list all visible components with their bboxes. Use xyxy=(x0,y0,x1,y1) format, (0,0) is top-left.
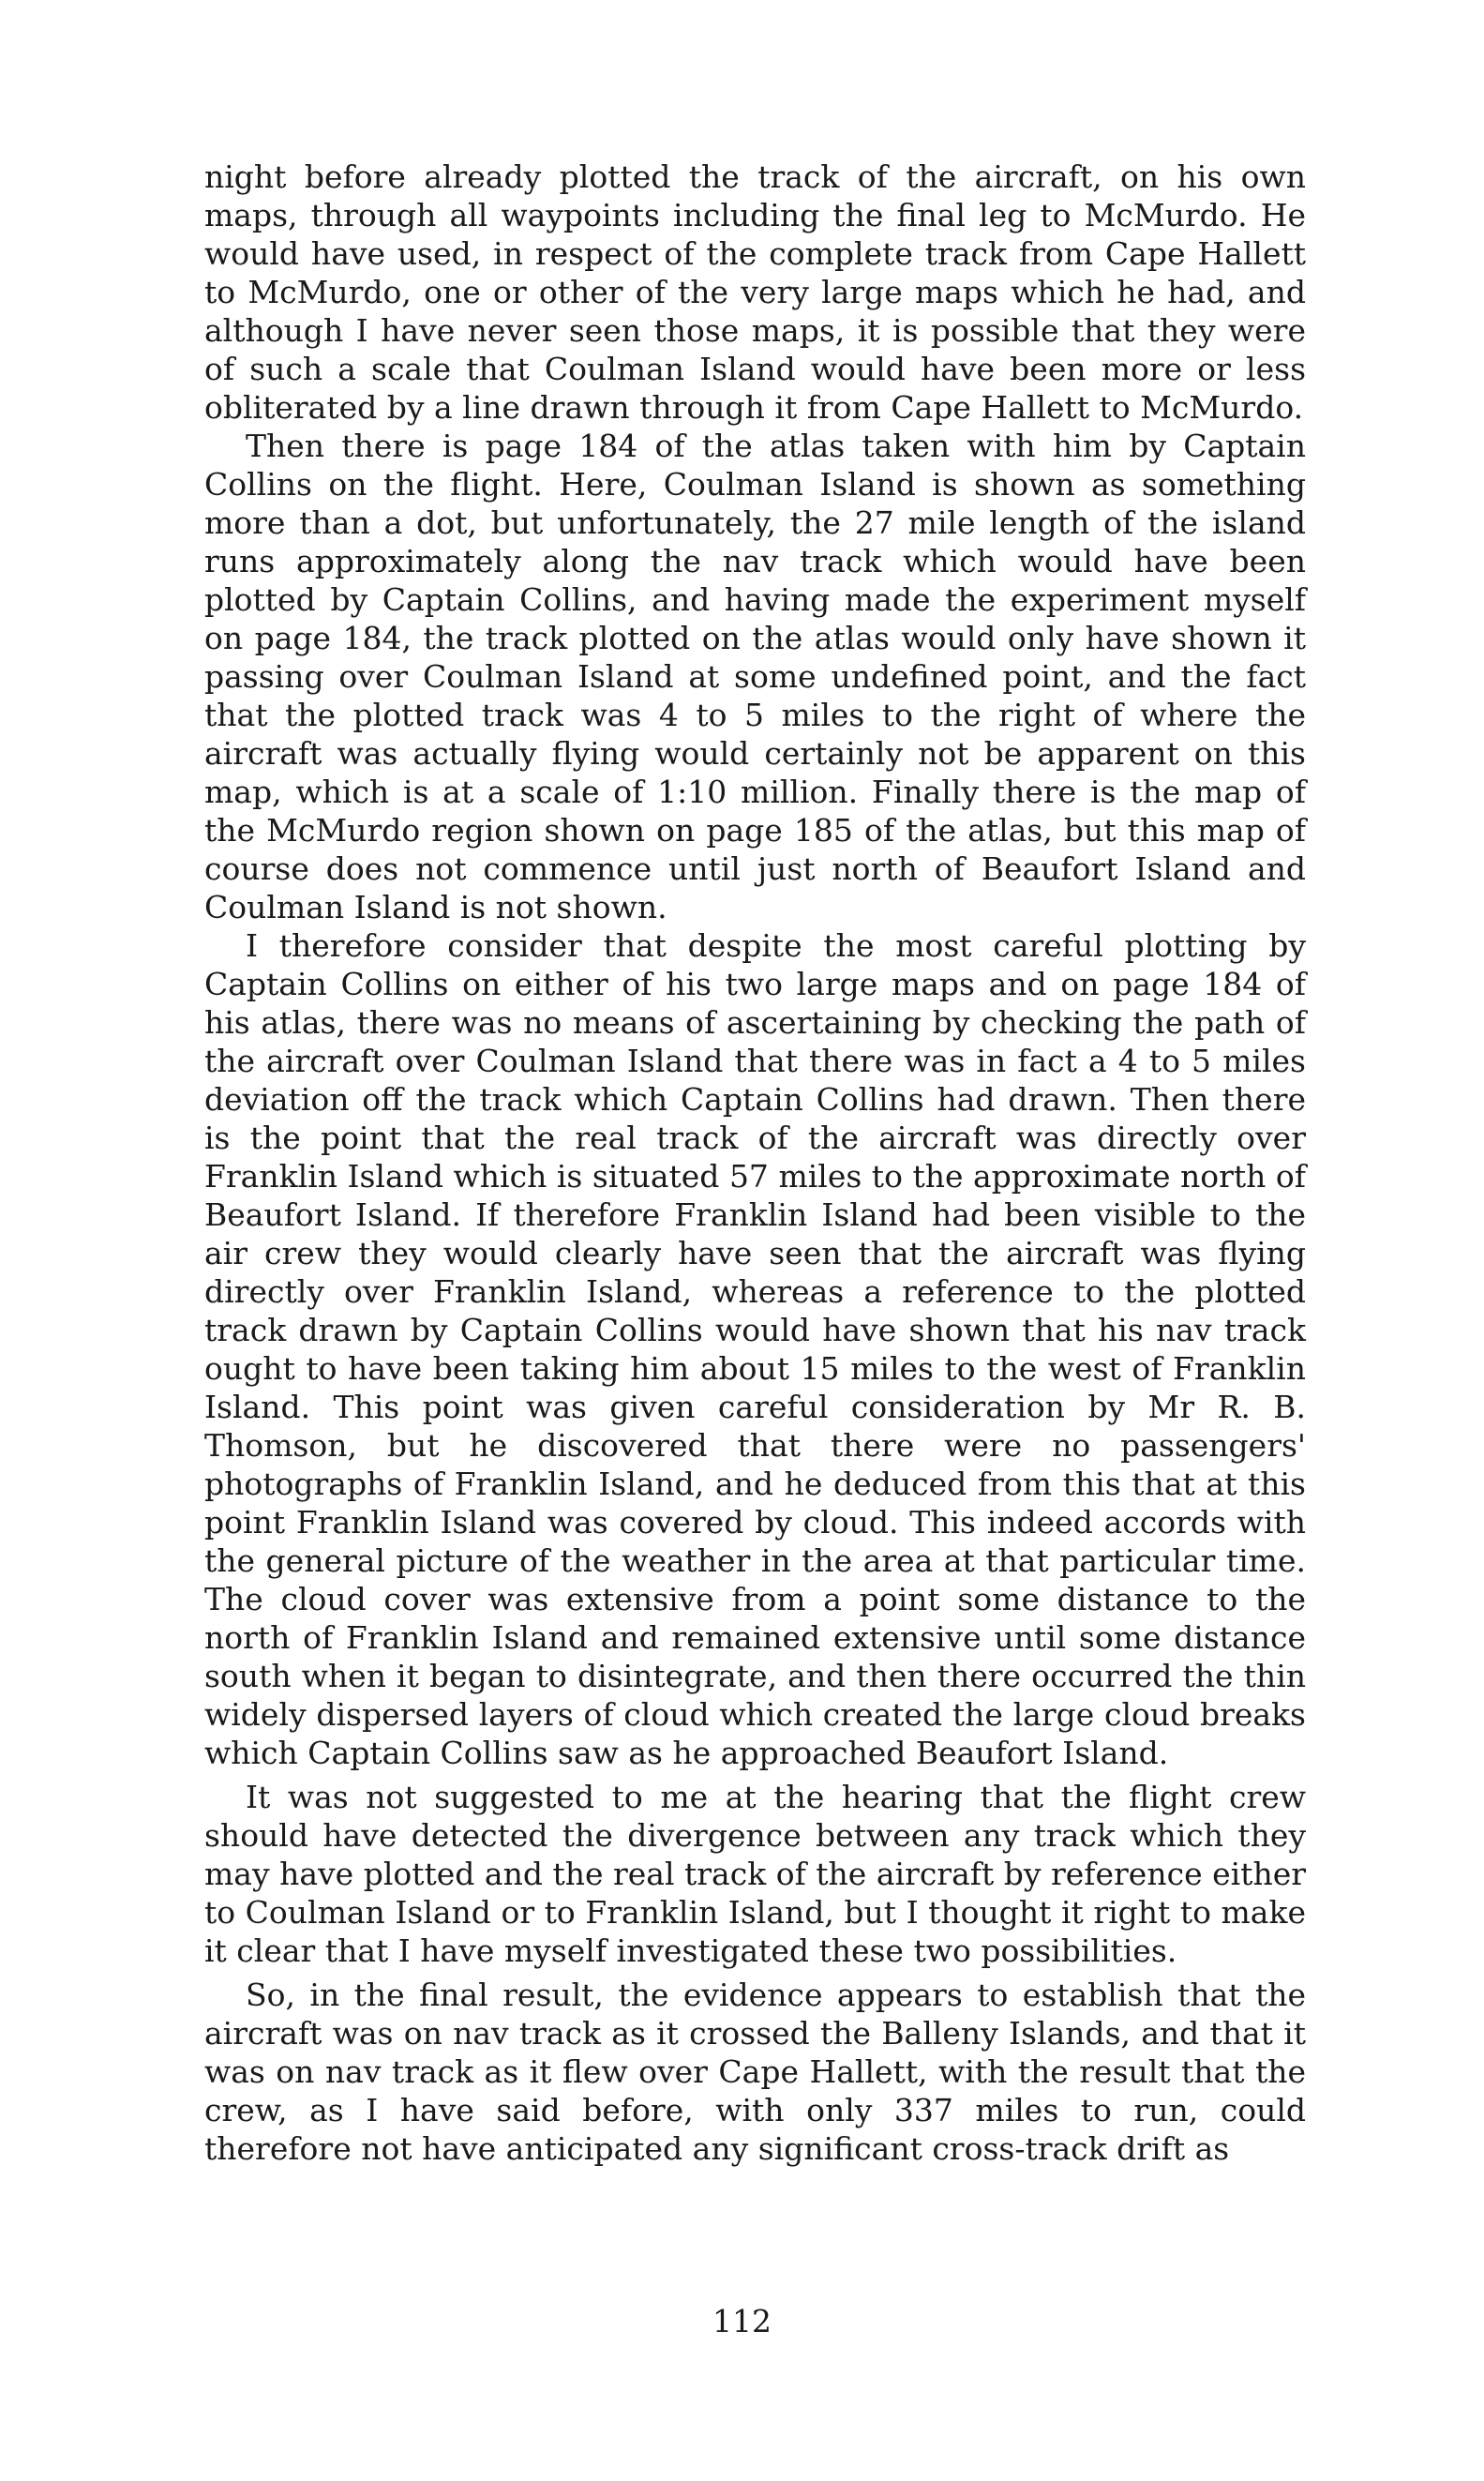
page-number: 112 xyxy=(712,2303,772,2339)
paragraph: Then there is page 184 of the atlas taken with him by Captain Collins on the flight. Here, Coulman Island is shown as something more than a dot, but unfortunately, the 27 mile length of the island runs approximately along the nav track which would have been plotted by Captain Collins, and having made the experiment myself on page 184, the track plotted on the atlas would only have shown it passing over Coulman Island at some undefined point, and the fact that the plotted track was 4 to 5 miles to the right of where the aircraft was actually flying would certainly not be apparent on this map, which is at a scale of 1:10 million. Finally there is the map of the McMurdo region shown on page 185 of the atlas, but this map of course does not commence until just north of Beaufort Island and Coulman Island is not shown. xyxy=(204,428,1306,925)
body-text xyxy=(204,158,1306,2168)
paragraph: I therefore consider that despite the most careful plotting by Captain Collins on either of his two large maps and on page 184 of his atlas, there was no means of ascertaining by checking the path of the aircraft over Coulman Island that there was in fact a 4 to 5 miles deviation off the track which Captain Collins had drawn. Then there is the point that the real track of the aircraft was directly over Franklin Island which is situated 57 miles to the approximate north of Beaufort Island. If therefore Franklin Island had been visible to the air crew they would clearly have seen that the aircraft was flying directly over Franklin Island, whereas a reference to the plotted track drawn by Captain Collins would have shown that his nav track ought to have been taking him about 15 miles to the west of Franklin Island. This point was given careful consideration by Mr R. B. Thomson, but he discovered that there were no passengers' photographs of Franklin Island, and he deduced from this that at this point Franklin Island was covered by cloud. This indeed accords with the general picture of the weather in the area at that particular time. The cloud cover was extensive from a point some distance to the north of Franklin Island and remained extensive until some distance south when it began to disintegrate, and then there occurred the thin widely dispersed layers of cloud which created the large cloud breaks which Captain Collins saw as he approached Beaufort Island. xyxy=(204,927,1306,1771)
paragraph: So, in the final result, the evidence appears to establish that the aircraft was on nav track as it crossed the Balleny Islands, and that it was on nav track as it flew over Cape Hallett, with the result that the crew, as I have said before, with only 337 miles to run, could therefore not have anticipated any significant cross-track drift as xyxy=(204,1977,1306,2167)
paragraph-continued: night before already plotted the track of the aircraft, on his own maps, through all waypoints including the final leg to McMurdo. He would have used, in respect of the complete track from Cape Hallett to McMurdo, one or other of the very large maps which he had, and although I have never seen those maps, it is possible that they were of such a scale that Coulman Island would have been more or less obliterated by a line drawn through it from Cape Hallett to McMurdo. xyxy=(204,158,1306,426)
paragraph: It was not suggested to me at the hearing that the flight crew should have detected the divergence between any track which they may have plotted and the real track of the aircraft by reference either to Coulman Island or to Franklin Island, but I thought it right to make it clear that I have myself investigated these two possibilities. xyxy=(204,1779,1306,1969)
